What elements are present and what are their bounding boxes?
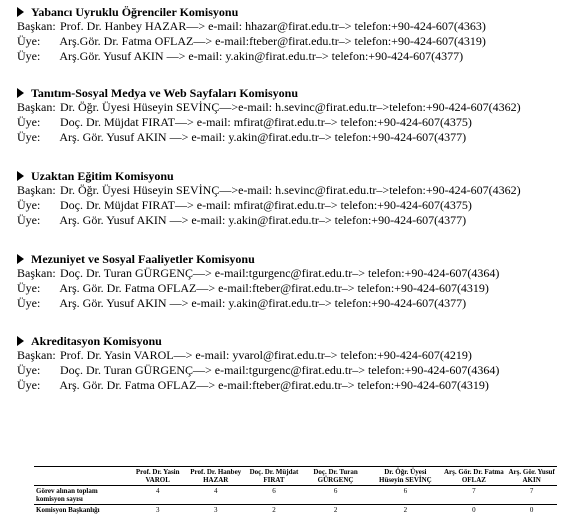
committee-heading — [17, 5, 557, 19]
committee-title: Yabancı Uyruklu Öğrenciler Komisyonu — [31, 5, 239, 19]
member-role: Başkan: — [17, 348, 56, 362]
table-row — [34, 505, 557, 516]
table-row — [34, 486, 557, 505]
committee-heading — [17, 169, 557, 183]
member-role: Üye: — [17, 363, 41, 377]
committee-heading — [17, 252, 557, 266]
member-role: Üye: — [17, 34, 41, 48]
arrow-bullet-icon — [17, 336, 24, 346]
member-line — [17, 363, 557, 378]
table-header-cell: Arş. Gör. Yusuf AKIN — [506, 467, 557, 486]
member-line — [17, 130, 557, 145]
table-header-cell — [34, 467, 130, 486]
member-line — [17, 213, 557, 228]
table-header-row — [34, 467, 557, 486]
member-info: Doç. Dr. Turan GÜRGENÇ—> e-mail:tgurgenc@firat.edu.tr–> telefon:+90-424-607(4364) — [60, 363, 500, 377]
committee-title: Mezuniyet ve Sosyal Faaliyetler Komisyonu — [31, 252, 255, 266]
member-info: Doç. Dr. Müjdat FIRAT—> e-mail: mfirat@firat.edu.tr–> telefon:+90-424-607(4375) — [60, 198, 472, 212]
member-role: Başkan: — [17, 19, 56, 33]
table-cell: 6 — [302, 486, 369, 505]
member-role: Başkan: — [17, 100, 56, 114]
member-line — [17, 49, 557, 64]
member-info: Dr. Öğr. Üyesi Hüseyin SEVİNÇ—>e-mail: h.sevinc@firat.edu.tr–>telefon:+90-424-607(4362) — [60, 100, 521, 114]
arrow-bullet-icon — [17, 171, 24, 181]
member-info: Doç. Dr. Turan GÜRGENÇ—> e-mail:tgurgenc@firat.edu.tr–> telefon:+90-424-607(4364) — [60, 266, 500, 280]
member-info: Arş. Gör. Dr. Fatma OFLAZ—> e-mail:fteber@firat.edu.tr–> telefon:+90-424-607(4319) — [59, 378, 489, 392]
member-info: Prof. Dr. Hanbey HAZAR—> e-mail: hhazar@firat.edu.tr–> telefon:+90-424-607(4363) — [60, 19, 486, 33]
table-header-cell: Doç. Dr. Turan GÜRGENÇ — [302, 467, 369, 486]
committee-section — [17, 86, 557, 145]
member-line — [17, 34, 557, 49]
member-line — [17, 115, 557, 130]
table-cell: 2 — [369, 505, 441, 516]
member-line — [17, 183, 557, 198]
table-cell: 3 — [130, 505, 185, 516]
committee-heading — [17, 334, 557, 348]
member-role: Üye: — [17, 378, 41, 392]
table-header-cell: Prof. Dr. Hanbey HAZAR — [185, 467, 246, 486]
member-line — [17, 378, 557, 393]
member-line — [17, 296, 557, 311]
committee-section — [17, 169, 557, 228]
table-cell: 4 — [130, 486, 185, 505]
commission-stats-table — [34, 466, 557, 515]
table-cell: 6 — [369, 486, 441, 505]
member-line — [17, 266, 557, 281]
committee-title: Akreditasyon Komisyonu — [31, 334, 162, 348]
table-cell: 2 — [302, 505, 369, 516]
committee-title: Uzaktan Eğitim Komisyonu — [31, 169, 174, 183]
committee-section — [17, 252, 557, 311]
member-role: Üye: — [17, 281, 41, 295]
member-role: Üye: — [17, 49, 41, 63]
member-info: Arş. Gör. Yusuf AKIN —> e-mail: y.akin@firat.edu.tr–> telefon:+90-424-607(4377) — [59, 130, 467, 144]
member-role: Üye: — [17, 115, 41, 129]
member-info: Arş. Gör. Yusuf AKIN —> e-mail: y.akin@firat.edu.tr–> telefon:+90-424-607(4377) — [59, 296, 467, 310]
member-info: Dr. Öğr. Üyesi Hüseyin SEVİNÇ—>e-mail: h.sevinc@firat.edu.tr–>telefon:+90-424-607(4362) — [60, 183, 521, 197]
table-cell: 4 — [185, 486, 246, 505]
table-header-cell: Arş. Gör. Dr. Fatma OFLAZ — [442, 467, 507, 486]
table-header-cell: Dr. Öğr. Üyesi Hüseyin SEVİNÇ — [369, 467, 441, 486]
member-line — [17, 100, 557, 115]
table-cell: 0 — [506, 505, 557, 516]
table-cell: 0 — [442, 505, 507, 516]
member-info: Arş. Gör. Yusuf AKIN —> e-mail: y.akin@firat.edu.tr–> telefon:+90-424-607(4377) — [59, 213, 467, 227]
arrow-bullet-icon — [17, 254, 24, 264]
member-line — [17, 348, 557, 363]
row-label: Komisyon Başkanlığı — [34, 505, 130, 516]
member-info: Arş.Gör. Dr. Fatma OFLAZ—> e-mail:fteber@firat.edu.tr–> telefon:+90-424-607(4319) — [59, 34, 486, 48]
member-line — [17, 19, 557, 34]
member-info: Arş.Gör. Yusuf AKIN —> e-mail: y.akin@firat.edu.tr–> telefon:+90-424-607(4377) — [59, 49, 464, 63]
committee-heading — [17, 86, 557, 100]
table-cell: 7 — [442, 486, 507, 505]
member-role: Başkan: — [17, 266, 56, 280]
arrow-bullet-icon — [17, 88, 24, 98]
arrow-bullet-icon — [17, 7, 24, 17]
member-role: Üye: — [17, 213, 41, 227]
member-line — [17, 281, 557, 296]
member-info: Arş. Gör. Dr. Fatma OFLAZ—> e-mail:fteber@firat.edu.tr–> telefon:+90-424-607(4319) — [59, 281, 489, 295]
member-info: Doç. Dr. Müjdat FIRAT—> e-mail: mfirat@firat.edu.tr–> telefon:+90-424-607(4375) — [60, 115, 472, 129]
committee-section — [17, 334, 557, 393]
member-info: Prof. Dr. Yasin VAROL—> e-mail: yvarol@firat.edu.tr–> telefon:+90-424-607(4219) — [60, 348, 472, 362]
member-role: Başkan: — [17, 183, 56, 197]
table-cell: 3 — [185, 505, 246, 516]
member-line — [17, 198, 557, 213]
table-cell: 2 — [246, 505, 302, 516]
member-role: Üye: — [17, 296, 41, 310]
table-cell: 6 — [246, 486, 302, 505]
committee-title: Tanıtım-Sosyal Medya ve Web Sayfaları Komisyonu — [31, 86, 299, 100]
table-cell: 7 — [506, 486, 557, 505]
member-role: Üye: — [17, 198, 41, 212]
table-header-cell: Prof. Dr. Yasin VAROL — [130, 467, 185, 486]
table-header-cell: Doç. Dr. Müjdat FIRAT — [246, 467, 302, 486]
member-role: Üye: — [17, 130, 41, 144]
row-label: Görev alınan toplam komisyon sayısı — [34, 486, 130, 505]
committee-section — [17, 5, 557, 64]
